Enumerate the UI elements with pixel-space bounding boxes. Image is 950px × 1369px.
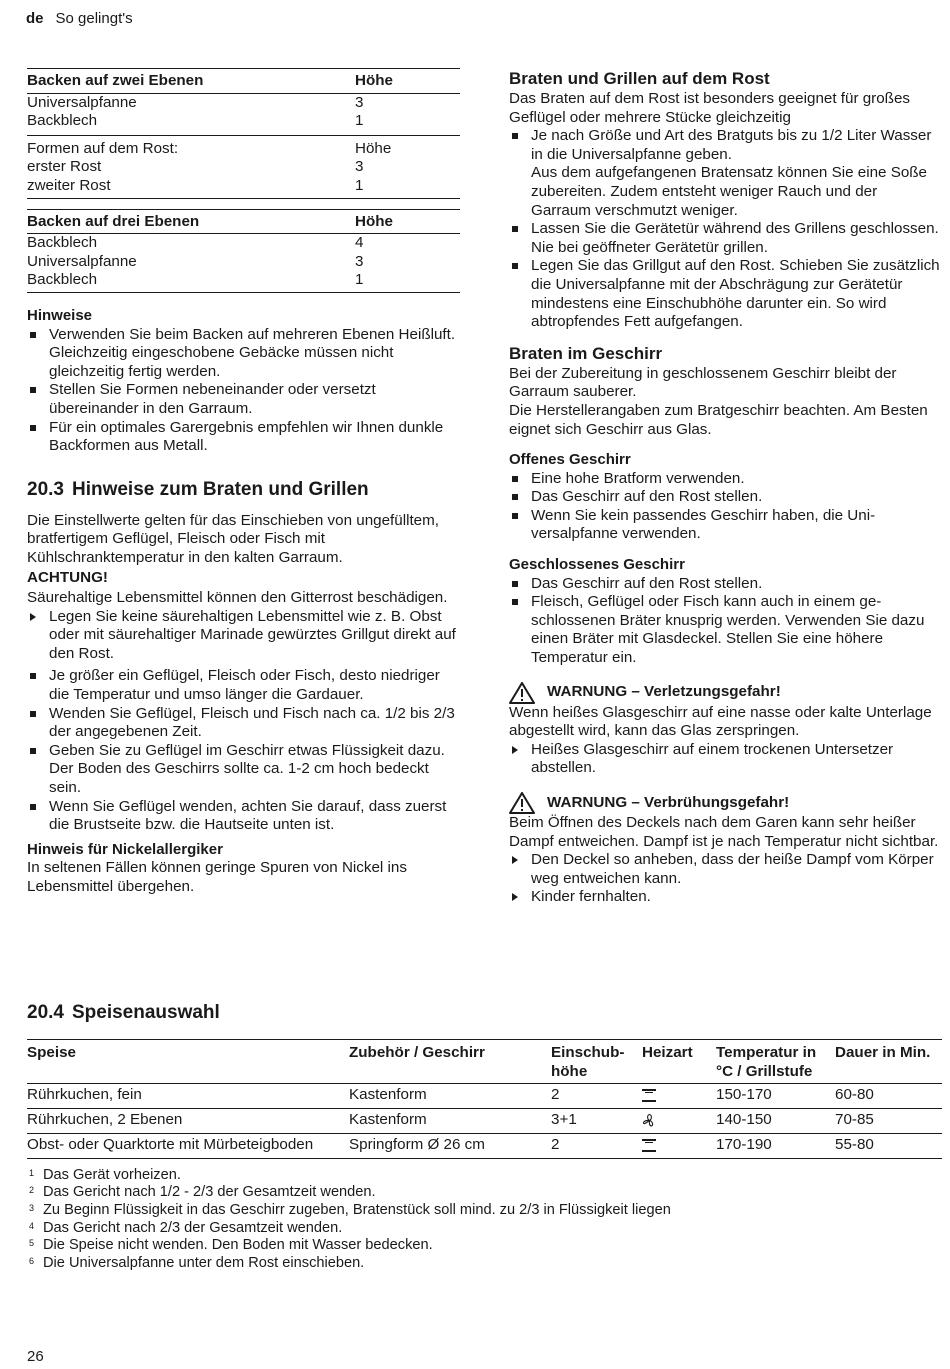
table-cell: 60-80 (835, 1084, 942, 1109)
page-number: 26 (27, 1348, 44, 1365)
table-cell: Universalpfanne (27, 252, 137, 270)
three-levels-table (27, 209, 460, 293)
rost-intro: Das Braten auf dem Rost ist besonders geeignet für großes Geflügel oder mehrere Stücke gleichzeitig (509, 90, 910, 126)
table-header: Einschubhöhe (551, 1040, 642, 1084)
table-cell: Backblech (27, 271, 355, 292)
achtung-text: Säurehaltige Lebensmittel können den Gitterrost beschädigen. (27, 589, 448, 607)
table-header: Speise (27, 1040, 349, 1084)
table-cell: erster Rost (27, 158, 102, 176)
table-cell: Backblech (27, 112, 98, 130)
section-heading-20-3: 20.3 Hinweise zum Braten und Grillen (27, 478, 369, 500)
table-row (27, 1108, 942, 1134)
list-item: Je größer ein Geflügel, Fleisch oder Fisch, desto niedriger die Temperatur und umso länger die Gardauer. (27, 667, 460, 704)
footnote: 4 Das Gericht nach 2/3 der Gesamtzeit wenden. (29, 1219, 343, 1236)
list-item: Das Geschirr auf den Rost stellen. (509, 488, 941, 507)
table-cell: 3+1 (551, 1108, 642, 1134)
header-title: So gelingt's (55, 10, 133, 27)
list-item: Fleisch, Geflügel oder Fisch kann auch in einem geschlossenen Bräter knusprig werden. Verwenden Sie dazu einen Bräter mit Glasdeckel. Stellen Sie eine höhere Temperatur ein. (509, 593, 941, 667)
table-cell: 70-85 (835, 1108, 942, 1134)
table-cell: Kastenform (349, 1084, 551, 1109)
footnote: 6 Die Universalpfanne unter dem Rost einschieben. (29, 1254, 365, 1271)
table-cell: 55-80 (835, 1134, 942, 1159)
action-item: Heißes Glasgeschirr auf einem trockenen Untersetzer abstellen. (509, 741, 941, 778)
table-cell: 2 (551, 1084, 642, 1109)
list-item: Legen Sie das Grillgut auf den Rost. Schieben Sie zusätzlich die Universalpfanne mit der Abschrägung zur Gerätetür mindestens eine Einschubhöhe darunter ein. So wird abtropfendes Fett aufgefangen. (509, 257, 941, 331)
list-item: Stellen Sie Formen nebeneinander oder versetzt übereinander in den Garraum. (27, 381, 460, 418)
geschirr-title: Braten im Geschirr (509, 343, 663, 363)
braten-tips-list (27, 667, 460, 834)
table-cell (642, 1108, 716, 1134)
warning-heading-injury: WARNUNG – Verletzungsgefahr! (509, 682, 941, 704)
rost-list (509, 127, 941, 332)
table-header: Backen auf drei Ebenen (27, 209, 355, 234)
list-item: Eine hohe Bratform verwenden. (509, 470, 941, 489)
table-cell: 1 (355, 271, 460, 292)
table-cell: Formen auf dem Rost: (27, 135, 355, 158)
table-cell: 3 (355, 252, 364, 270)
table-cell: Springform Ø 26 cm (349, 1134, 551, 1159)
table-cell: Rührkuchen, fein (27, 1084, 349, 1109)
list-item: Wenden Sie Geflügel, Fleisch und Fisch nach ca. 1/2 bis 2/3 der angegebenen Zeit. (27, 705, 460, 742)
hot-air-fan-icon (642, 1113, 657, 1128)
table-header: Dauer in Min. (835, 1040, 942, 1084)
two-levels-table (27, 68, 460, 199)
geschirr-text-1: Bei der Zubereitung in geschlossenem Geschirr bleibt der Garraum sauberer. (509, 364, 897, 401)
warning-triangle-icon (509, 792, 535, 814)
achtung-label: ACHTUNG! (27, 569, 108, 587)
table-cell: Kastenform (349, 1108, 551, 1134)
table-cell: Höhe (355, 135, 460, 158)
list-item: Je nach Größe und Art des Bratguts bis zu 1/2 Liter Wasser in die Universalpfanne geben. Aus dem aufgefangenen Bratensatz können Sie eine Soße zubereiten. Zudem entsteht weniger Rauch und der Garraum verschmutzt weniger. (509, 127, 941, 220)
table-cell (642, 1134, 716, 1159)
table-cell: 1 (355, 177, 460, 198)
warning-heading-scald: WARNUNG – Verbrühungsgefahr! (509, 792, 941, 814)
hinweise-list (27, 326, 460, 456)
table-cell: 4 (355, 234, 364, 252)
action-item: Legen Sie keine säurehaltigen Lebensmittel wie z. B. Obst oder mit säurehaltiger Marinade gewürztes Grillgut direkt auf den Rost. (27, 608, 460, 664)
table-cell: 150-170 (716, 1084, 835, 1109)
top-bottom-heat-icon (642, 1138, 656, 1152)
section-heading-20-4: 20.4 Speisenauswahl (27, 1002, 220, 1023)
footnote: 2 Das Gericht nach 1/2 - 2/3 der Gesamtzeit wenden. (29, 1184, 376, 1201)
table-header: Höhe (355, 209, 460, 234)
page-header (26, 10, 133, 29)
table-cell (642, 1084, 716, 1109)
list-item: Geben Sie zu Geflügel im Geschirr etwas Flüssigkeit dazu. Der Boden des Geschirrs sollte ca. 1-2 cm hoch bedeckt sein. (27, 742, 460, 798)
warning-text: Wenn heißes Glasgeschirr auf eine nasse oder kalte Unterlage abgestellt wird, kann das Glas zerspringen. (509, 703, 932, 740)
footnote: 1 Das Gerät vorheizen. (29, 1166, 181, 1183)
rost-title: Braten und Grillen auf dem Rost (509, 69, 770, 88)
table-cell: zweiter Rost (27, 177, 355, 198)
warning-action-list (509, 851, 941, 907)
table-header: Höhe (355, 69, 460, 94)
list-item: Wenn Sie kein passendes Geschirr haben, die Universalpfanne verwenden. (509, 507, 941, 544)
left-column (27, 68, 460, 897)
nickel-title: Hinweis für Nickelallergiker (27, 840, 223, 858)
table-header: Backen auf zwei Ebenen (27, 69, 355, 94)
footnote: 5 Die Speise nicht wenden. Den Boden mit Wasser bedecken. (29, 1237, 433, 1254)
table-row (27, 1084, 942, 1109)
warning-text: Beim Öffnen des Deckels nach dem Garen kann sehr heißer Dampf entweichen. Dampf ist je nach Temperatur nicht sichtbar. (509, 814, 939, 850)
section-20-4 (27, 1001, 942, 1272)
footnote: 3 Zu Beginn Flüssigkeit in das Geschirr zugeben, Bratenstück soll mind. zu 2/3 in Flüssigkeit liegen (29, 1201, 671, 1218)
nickel-text: In seltenen Fällen können geringe Spuren von Nickel ins Lebensmittel übergehen. (27, 859, 407, 895)
table-cell: 3 (355, 158, 364, 176)
list-item: Für ein optimales Garergebnis empfehlen wir Ihnen dunkle Backformen aus Metall. (27, 419, 460, 456)
list-item: Lassen Sie die Gerätetür während des Grillens geschlossen. Nie bei geöffneter Gerätetür grillen. (509, 220, 941, 257)
geschlossen-title: Geschlossenes Geschirr (509, 556, 685, 574)
table-cell: Obst- oder Quarktorte mit Mürbeteigboden (27, 1134, 349, 1159)
section-intro: Die Einstellwerte gelten für das Einschieben von ungefülltem, bratfertigem Geflügel, Fleisch oder Fisch mit Kühlschranktemperatur in den kalten Garraum. (27, 511, 439, 566)
table-header: Temperatur in °C / Grillstufe (716, 1040, 835, 1084)
geschirr-text-2: Die Herstellerangaben zum Bratgeschirr beachten. Am Besten eignet sich Geschirr aus Glas. (509, 401, 928, 438)
table-cell: 3 (355, 93, 364, 111)
table-cell: Universalpfanne (27, 93, 137, 111)
action-item: Kinder fernhalten. (509, 888, 941, 907)
warning-action-list (509, 741, 941, 778)
table-cell: 140-150 (716, 1108, 835, 1134)
table-row (27, 1134, 942, 1159)
table-cell: Rührkuchen, 2 Ebenen (27, 1108, 349, 1134)
table-header: Zubehör / Geschirr (349, 1040, 551, 1084)
table-header: Heizart (642, 1040, 716, 1084)
action-item: Den Deckel so anheben, dass der heiße Dampf vom Körper weg entweichen kann. (509, 851, 941, 888)
footnotes (27, 1167, 942, 1273)
table-cell: 1 (355, 112, 364, 130)
list-item: Wenn Sie Geflügel wenden, achten Sie darauf, dass zuerst die Brustseite bzw. die Hautseite unten ist. (27, 798, 460, 835)
table-cell: 2 (551, 1134, 642, 1159)
table-cell: 170-190 (716, 1134, 835, 1159)
offen-list (509, 470, 941, 544)
table-cell: Backblech (27, 234, 98, 252)
right-column (509, 68, 941, 907)
hinweise-title: Hinweise (27, 306, 93, 324)
list-item: Das Geschirr auf den Rost stellen. (509, 575, 941, 594)
top-bottom-heat-icon (642, 1088, 656, 1102)
geschlossen-list (509, 575, 941, 668)
food-table (27, 1039, 942, 1159)
offen-title: Offenes Geschirr (509, 451, 631, 469)
warning-triangle-icon (509, 682, 535, 704)
achtung-action-list (27, 608, 460, 664)
list-item: Verwenden Sie beim Backen auf mehreren Ebenen Heißluft. Gleichzeitig eingeschobene Gebäcke müssen nicht gleichzeitig fertig werden. (27, 326, 460, 382)
language-code: de (26, 10, 44, 27)
